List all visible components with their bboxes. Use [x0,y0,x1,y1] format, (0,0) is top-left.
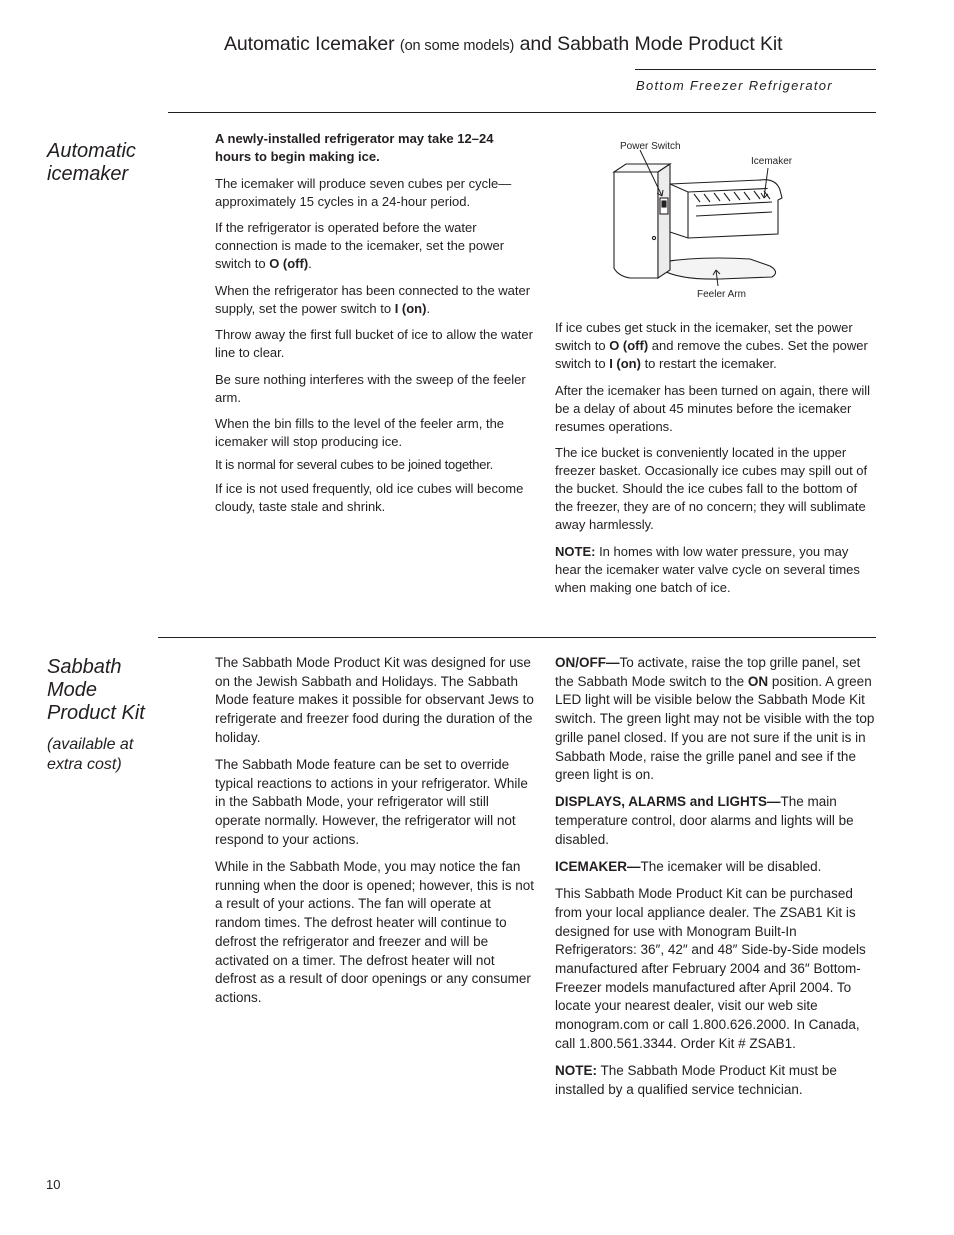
sabbath-p2: The Sabbath Mode feature can be set to override typical reactions to actions in your refrigerator. While in the Sabbath Mode, your refrigerator will still operate normally. However, the refrigerator will not respond to your actions. [215,757,528,847]
icemaker-p7: It is normal for several cubes to be joined together. [215,457,493,472]
sabbath-displays: DISPLAYS, ALARMS and LIGHTS—The main temperature control, door alarms and lights will be disabled. [555,794,854,847]
title-main: Automatic Icemaker [224,33,395,55]
label-icemaker: Icemaker [751,156,793,167]
icemaker-p1: The icemaker will produce seven cubes per cycle—approximately 15 cycles in a 24-hour period. [215,175,512,209]
page-number: 10 [46,1177,61,1192]
section-divider-middle [158,637,876,638]
sabbath-p3: While in the Sabbath Mode, you may notice the fan running when the door is opened; however, this is not a result of your actions. The fan will operate at random times. The defrost heater will continue to defrost the refrigerator and freezer and will be activated on a timer. The defrost heater will not defrost as a result of door openings or any consumer actions. [215,859,534,1005]
sabbath-left-column [215,654,537,1016]
icemaker-p8: If ice is not used frequently, old ice cubes will become cloudy, taste stale and shrink. [215,481,524,514]
icemaker-illustration [600,138,880,308]
icemaker-p4: Throw away the first full bucket of ice to allow the water line to clear. [215,327,533,360]
header-rule [635,69,876,70]
icemaker-p5: Be sure nothing interferes with the sweep of the feeler arm. [215,371,526,405]
section-subheading-sabbath: (available at extra cost) [47,736,134,773]
icemaker-right-column [555,319,875,605]
icemaker-p2: If the refrigerator is operated before the water connection is made to the icemaker, set the power switch to O (off). [215,220,505,271]
page-title [224,33,904,56]
icemaker-r2: After the icemaker has been turned on again, there will be a delay of about 45 minutes before the icemaker resumes operations. [555,382,871,434]
sabbath-purchase: This Sabbath Mode Product Kit can be purchased from your local appliance dealer. The ZSAB1 Kit is designed for use with Monogram Built-In Refrigerators: 36″, 42″ and 48″ Side-by-Side models manufactured after February 2004 and 36″ Bottom-Freezer models manufactured after April 2004. To locate your nearest dealer, visit our web site monogram.com or call 1.800.626.2000. In Canada, call 1.800.561.3344. Order Kit # ZSAB1. [555,886,866,1051]
icemaker-diagram [600,138,880,308]
icemaker-p3: When the refrigerator has been connected to the water supply, set the power switch to I (on). [215,282,531,316]
label-feeler-arm: Feeler Arm [697,289,746,300]
page-subtitle: Bottom Freezer Refrigerator [636,78,833,93]
icemaker-r1: If ice cubes get stuck in the icemaker, set the power switch to O (off) and remove the cubes. Set the power switch to I (on) to restart the icemaker. [555,320,868,371]
label-power-switch: Power Switch [620,141,681,152]
icemaker-left-column [215,130,533,525]
section-divider-top [168,112,876,113]
section-heading-sabbath: Sabbath Mode Product Kit [47,656,145,724]
title-rest: and Sabbath Mode Product Kit [519,33,783,55]
title-qualifier: (on some models) [399,38,515,54]
sabbath-right-column [555,654,875,1108]
section-heading-icemaker: Automatic icemaker [47,140,136,185]
icemaker-r3: The ice bucket is conveniently located in the upper freezer basket. Occasionally ice cubes may spill out of the bucket. Should the ice cubes fall to the bottom of the freezer, they are of no concern; they will sublimate away harmlessly. [555,445,868,532]
sabbath-on-off: ON/OFF—To activate, raise the top grille panel, set the Sabbath Mode switch to the ON position. A green LED light will be visible below the Sabbath Mode Kit switch. The green light may not be visible with the top grille panel closed. If you are not sure if the unit is in Sabbath Mode, raise the grille panel and see if the green light is on. [555,655,875,783]
sabbath-p1: The Sabbath Mode Product Kit was designed for use on the Jewish Sabbath and Holidays. The Sabbath Mode feature makes it possible for observant Jews to refrigerate and freezer food during the duration of the holiday. [215,655,534,745]
icemaker-note: NOTE: In homes with low water pressure, you may hear the icemaker water valve cycle on several times when making one batch of ice. [555,543,860,595]
sabbath-note: NOTE: The Sabbath Mode Product Kit must be installed by a qualified service technician. [555,1063,837,1097]
icemaker-lead: A newly-installed refrigerator may take 12–24 hours to begin making ice. [215,131,494,164]
icemaker-p6: When the bin fills to the level of the feeler arm, the icemaker will stop producing ice. [215,416,505,449]
sabbath-icemaker: ICEMAKER—The icemaker will be disabled. [555,859,822,875]
